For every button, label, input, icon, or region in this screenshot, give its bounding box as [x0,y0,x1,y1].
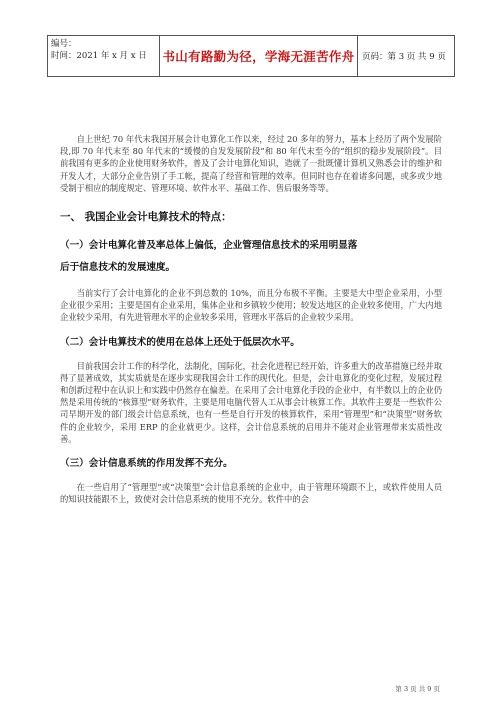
subsection-2-title: （二）会计电算技术的使用在总体上还处于低层次水平。 [60,336,300,348]
subsection-2-paragraph: 目前我国会计工作的科学化，法制化，国际化，社会化进程已经开始，许多重大的改革措施已经并取得了显著成效，其实质就是在逐步实现我国会计工作的现代化。但是，会计电算化的变化过程，发展过程和创新过程中在认识上和实践中仍然存在偏差。在采用了会计电算化手段的企业中，有半数以上的企业仍然是采用传统的“核算型”财务软件，主要是用电脑代替人工从事会计核算工作。其软件主要是一些软件公司早期开发的部门级会计信息系统，也有一些是自行开发的核算软件，采用“管理型”和“决策型”财务软件的企业较少，采用 ERP 的企业就更少。这样，会计信息系统的启用并不能对企业管理带来实质性改善。 [60,360,442,444]
header-meta [48,36,160,76]
subsection-1-title-line2: 后于信息技术的发展速度。 [60,262,176,274]
subsection-3-paragraph: 在一些启用了“管理型”或“决策型”会计信息系统的企业中，由于管理环境跟不上，或软件使用人员的知识技能跟不上，致使对会计信息系统的使用不充分。软件中的会 [60,482,442,505]
subsection-1-title-line1: （一）会计电算化普及率总体上偏低，企业管理信息技术的采用明显落 [60,240,358,252]
subsection-3-title: （三）会计信息系统的作用发挥不充分。 [60,458,233,470]
subsection-1-paragraph: 当前实行了会计电算化的企业不到总数的 10%，而且分布极不平衡。主要是大中型企业采用，小型企业很少采用；主要是国有企业采用，集体企业和乡镇较少使用；较发达地区的企业较多使用，广大内地企业较少采用，有先进管理水平的企业较多采用，管理水平落后的企业较少采用。 [60,288,442,323]
document-header [47,35,455,77]
document-body [60,133,442,505]
header-motto: 书山有路勤为径，学海无涯苦作舟 [160,36,358,76]
header-page-info: 页码：第 3 页 共 9 页 [362,52,446,62]
intro-paragraph: 自上世纪 70 年代末我国开展会计电算化工作以来，经过 20 多年的努力，基本上经历了两个发展阶段,即 70 年代末至 80 年代末的“缓慢的自发发展阶段”和 80 年代末至今的“组织的稳步发展阶段”。目前我国有更多的企业使用财务软件，普及了会计电算化知识，造就了一批既懂计算机又熟悉会计的维护和开发人才，大部分企业告别了手工帐，提高了经营和管理的效率。但同时也存在着诸多问题，或多或少地受制于相应的制度规定、管理环境、软件水平、基础工作、售后服务等等。 [60,134,442,193]
section-1-title: 一、 我国企业会计电算技术的特点： [60,211,232,224]
time-label: 时间：2021 年 x 月 x 日 [51,51,147,61]
page-footer: 第 3 页 共 9 页 [395,685,440,693]
number-label: 编号： [51,39,77,49]
